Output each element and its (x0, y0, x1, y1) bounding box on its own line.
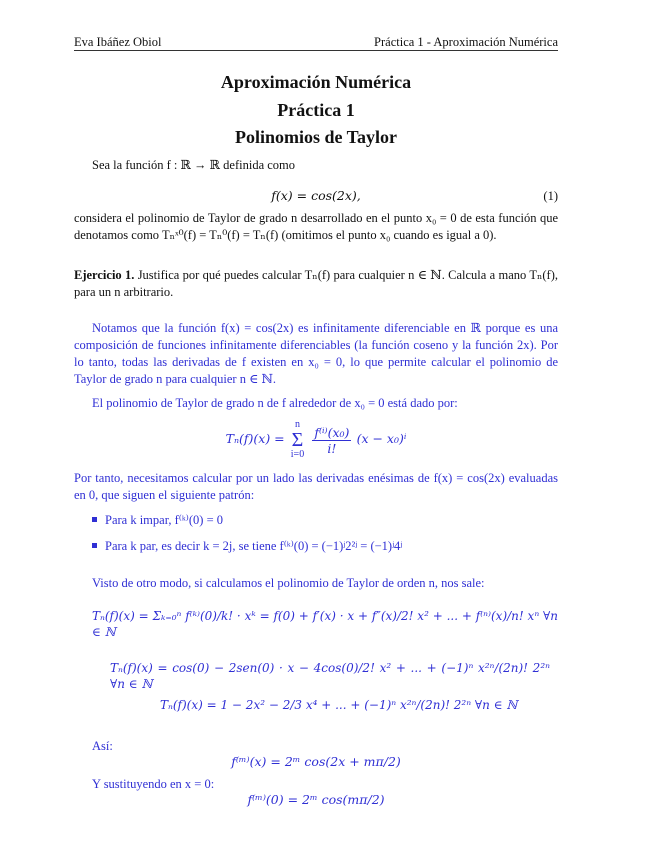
equation-d: f⁽ᵐ⁾(x) = 2ᵐ cos(2x + mπ/2) (231, 754, 401, 769)
taylor-lhs: Tₙ(f)(x) = (225, 430, 285, 446)
document-title: Aproximación Numérica (220, 72, 412, 92)
bullet-marker (92, 543, 97, 548)
equation-1 (74, 188, 558, 205)
bullet-odd (92, 512, 223, 529)
running-header-course: Práctica 1 - Aproximación Numérica (374, 35, 558, 49)
asi-label: Así: (92, 739, 113, 753)
answer-paragraph-1: Notamos que la función f(x) = cos(2x) es infinitamente diferenciable en ℝ porque es una composición de funciones infinitamente diferenciables (la función coseno y la función 2x). Por lo tanto, todas las derivadas de f existen en x₀ = 0, lo que permite calcular el polinomio de Taylor de grado n para cualquier n ∈ ℕ. (74, 321, 558, 386)
exercise-label: Ejercicio 1. (74, 268, 135, 282)
bullet-even-text: Para k par, es decir k = 2j, se tiene f⁽ᵏ⁾(0) = (−1)ʲ2²ʲ = (−1)ʲ4ʲ (105, 539, 403, 553)
answer-paragraph-4: Visto de otro modo, si calculamos el polinomio de Taylor de orden n, nos sale: (92, 576, 485, 590)
equation-1-body: f(x) = cos(2x), (271, 188, 361, 203)
answer-paragraph-3: Por tanto, necesitamos calcular por un lado las derivadas enésimas de f(x) = cos(2x) evaluadas en 0, que siguen el siguiente patrón: (74, 471, 558, 502)
running-header-author: Eva Ibáñez Obiol (74, 35, 162, 49)
answer-paragraph-2: El polinomio de Taylor de grado n de f alrededor de x₀ = 0 está dado por: (92, 396, 458, 410)
bullet-odd-text: Para k impar, f⁽ᵏ⁾(0) = 0 (105, 513, 223, 527)
equation-a: Tₙ(f)(x) = Σₖ₌₀ⁿ f⁽ᵏ⁾(0)/k! · xᵏ = f(0) + f′(x) · x + f″(x)/2! x² + ... + f⁽ⁿ⁾(x)/n! xⁿ ∀n ∈ ℕ (92, 609, 558, 640)
taylor-tail: (x − x₀)ⁱ (356, 430, 407, 446)
document-subtitle: Práctica 1 (277, 100, 355, 120)
equation-1-number: (1) (543, 189, 558, 203)
exercise-1 (74, 267, 558, 301)
equation-e: f⁽ᵐ⁾(0) = 2ᵐ cos(mπ/2) (247, 792, 385, 807)
taylor-numerator: f⁽ⁱ⁾(x₀) (314, 424, 350, 440)
header-rule (74, 50, 558, 51)
taylor-formula (74, 420, 558, 460)
substitution-label: Y sustituyendo en x = 0: (92, 777, 215, 791)
summation-symbol: n Σ i=0 (290, 419, 305, 460)
sum-lower-limit: i=0 (290, 449, 305, 460)
equation-c: Tₙ(f)(x) = 1 − 2x² − 2/3 x⁴ + ... + (−1)ⁿ x²ⁿ/(2n)! 2²ⁿ ∀n ∈ ℕ (160, 698, 518, 712)
exercise-text: Justifica por qué puedes calcular Tₙ(f) para cualquier n ∈ ℕ. Calcula a mano Tₙ(f), para un n arbitrario. (74, 268, 559, 299)
document-topic: Polinomios de Taylor (234, 127, 398, 147)
definition-paragraph: considera el polinomio de Taylor de grado n desarrollado en el punto x₀ = 0 de esta función que denotamos como Tₙˣ⁰(f) = Tₙ⁰(f) = Tₙ(f) (omitimos el punto x₀ cuando es igual a 0). (74, 211, 558, 242)
equation-b: Tₙ(f)(x) = cos(0) − 2sen(0) · x − 4cos(0)/2! x² + ... + (−1)ⁿ x²ⁿ/(2n)! 2²ⁿ ∀n ∈ ℕ (110, 661, 550, 692)
bullet-even (92, 538, 402, 555)
sum-upper-limit: n (294, 419, 300, 430)
intro-paragraph: Sea la función f : ℝ → ℝ definida como (92, 158, 296, 172)
taylor-denominator: i! (327, 440, 337, 456)
bullet-marker (92, 517, 97, 522)
